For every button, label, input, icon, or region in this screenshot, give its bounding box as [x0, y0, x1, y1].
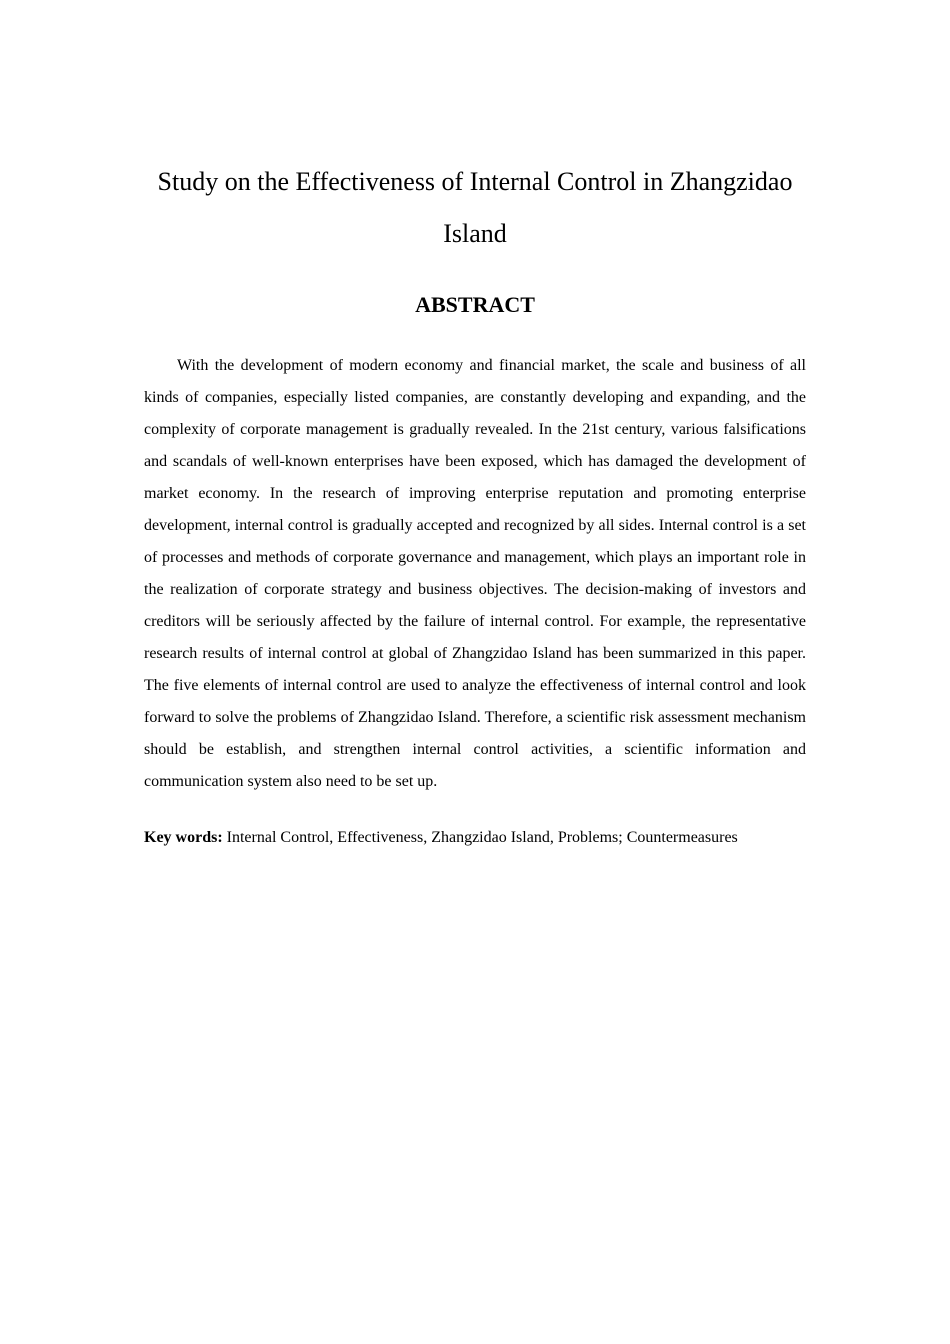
paper-title: Study on the Effectiveness of Internal Control in Zhangzidao Island — [157, 167, 793, 248]
keywords-list: Internal Control, Effectiveness, Zhangzidao Island, Problems; Countermeasures — [222, 829, 738, 846]
abstract-body: With the development of modern economy and financial market, the scale and business of all kinds of companies, especially listed companies, are constantly developing and expanding, and the complexity of corporate management is gradually revealed. In the 21st century, various falsifications and scandals of well-known enterprises have been exposed, which has damaged the development of market economy. In the research of improving enterprise reputation and promoting enterprise development, internal control is gradually accepted and recognized by all sides. Internal control is a set of processes and methods of corporate governance and management, which plays an important role in the realization of corporate strategy and business objectives. The decision-making of investors and creditors will be seriously affected by the failure of internal control. For example, the representative research results of internal control at global of Zhangzidao Island has been summarized in this paper. The five elements of internal control are used to analyze the effectiveness of internal control and look forward to solve the problems of Zhangzidao Island. Therefore, a scientific risk assessment mechanism should be establish, and strengthen internal control activities, a scientific information and communication system also need to be set up. — [144, 357, 806, 790]
keywords-line — [144, 826, 806, 850]
keywords-label: Key words: — [144, 829, 223, 846]
abstract-heading: ABSTRACT — [415, 292, 535, 317]
